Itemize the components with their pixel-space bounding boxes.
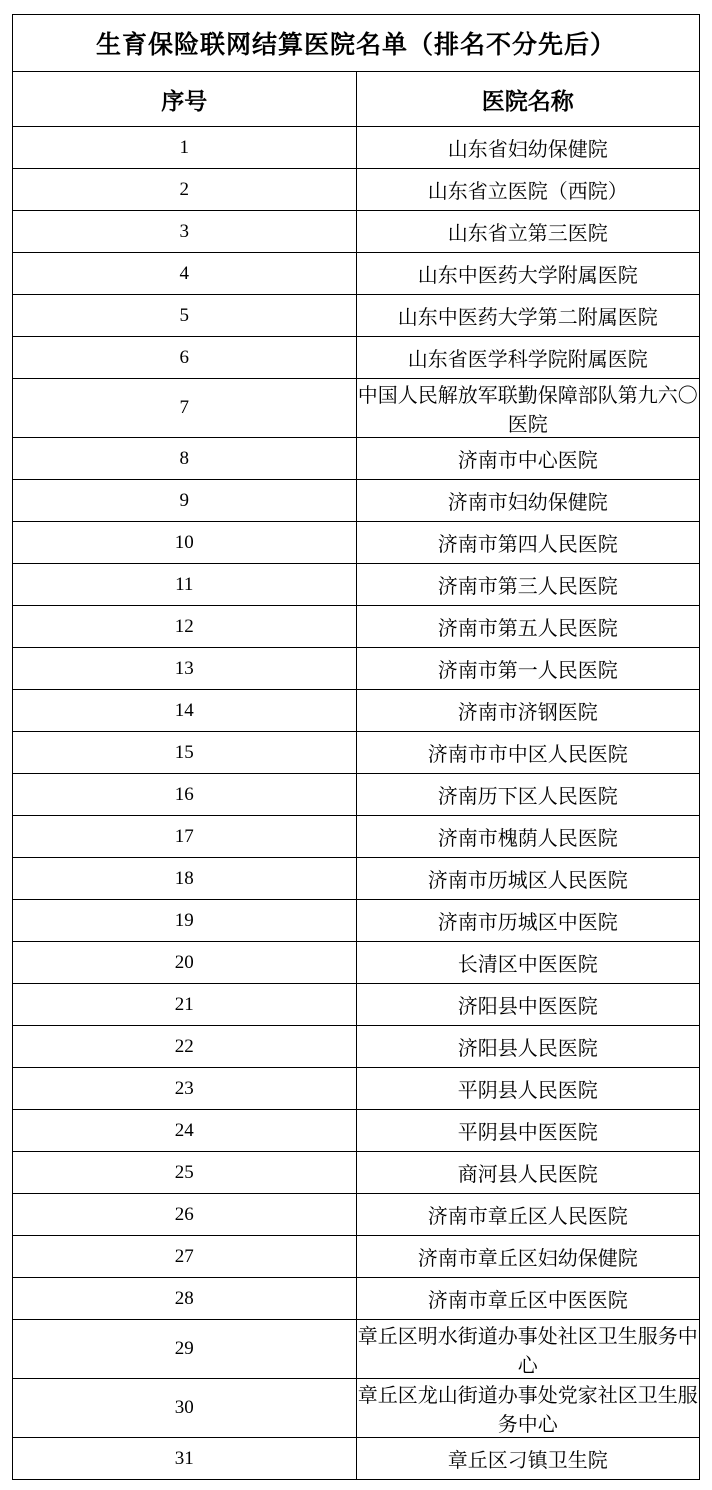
- hospital-name: 济南历下区人民医院: [356, 774, 700, 816]
- row-number: 12: [13, 606, 357, 648]
- table-row: [13, 1278, 700, 1320]
- column-header-no: 序号: [13, 72, 357, 127]
- hospital-name: 济南市历城区中医院: [356, 900, 700, 942]
- table-row: [13, 522, 700, 564]
- hospital-name: 济南市章丘区中医医院: [356, 1278, 700, 1320]
- table-row: [13, 253, 700, 295]
- row-number: 20: [13, 942, 357, 984]
- row-number: 24: [13, 1110, 357, 1152]
- hospital-name: 济南市济钢医院: [356, 690, 700, 732]
- hospital-name: 济南市第五人民医院: [356, 606, 700, 648]
- table-row: [13, 564, 700, 606]
- hospital-name: 济南市第一人民医院: [356, 648, 700, 690]
- hospital-name: 长清区中医医院: [356, 942, 700, 984]
- hospital-name: 中国人民解放军联勤保障部队第九六〇医院: [356, 379, 700, 438]
- hospital-name: 章丘区龙山街道办事处党家社区卫生服务中心: [356, 1379, 700, 1438]
- row-number: 14: [13, 690, 357, 732]
- hospital-name: 章丘区刁镇卫生院: [356, 1438, 700, 1480]
- table-row: [13, 1236, 700, 1278]
- row-number: 19: [13, 900, 357, 942]
- table-row: [13, 942, 700, 984]
- table-row: [13, 858, 700, 900]
- row-number: 18: [13, 858, 357, 900]
- table-row: [13, 1152, 700, 1194]
- table-row: [13, 169, 700, 211]
- hospital-name: 平阴县中医医院: [356, 1110, 700, 1152]
- table-row: [13, 732, 700, 774]
- row-number: 5: [13, 295, 357, 337]
- row-number: 3: [13, 211, 357, 253]
- hospital-list-table: [12, 14, 700, 1480]
- hospital-name: 商河县人民医院: [356, 1152, 700, 1194]
- row-number: 23: [13, 1068, 357, 1110]
- hospital-name: 济阳县人民医院: [356, 1026, 700, 1068]
- hospital-name: 济南市槐荫人民医院: [356, 816, 700, 858]
- hospital-name: 济南市妇幼保健院: [356, 480, 700, 522]
- table-row: [13, 1320, 700, 1379]
- table-row: [13, 606, 700, 648]
- table-row: [13, 480, 700, 522]
- hospital-name: 山东省妇幼保健院: [356, 127, 700, 169]
- table-row: [13, 1068, 700, 1110]
- row-number: 2: [13, 169, 357, 211]
- page-title: 生育保险联网结算医院名单（排名不分先后）: [13, 15, 700, 72]
- row-number: 11: [13, 564, 357, 606]
- table-row: [13, 1194, 700, 1236]
- title-row: [13, 15, 700, 72]
- table-row: [13, 648, 700, 690]
- header-row: [13, 72, 700, 127]
- row-number: 22: [13, 1026, 357, 1068]
- row-number: 15: [13, 732, 357, 774]
- row-number: 26: [13, 1194, 357, 1236]
- row-number: 6: [13, 337, 357, 379]
- row-number: 27: [13, 1236, 357, 1278]
- table-row: [13, 337, 700, 379]
- hospital-name: 章丘区明水街道办事处社区卫生服务中心: [356, 1320, 700, 1379]
- table-row: [13, 1379, 700, 1438]
- column-header-name: 医院名称: [356, 72, 700, 127]
- row-number: 13: [13, 648, 357, 690]
- table-row: [13, 438, 700, 480]
- row-number: 7: [13, 379, 357, 438]
- row-number: 29: [13, 1320, 357, 1379]
- table-body: [13, 15, 700, 1480]
- hospital-name: 山东中医药大学第二附属医院: [356, 295, 700, 337]
- hospital-name: 济南市第四人民医院: [356, 522, 700, 564]
- row-number: 30: [13, 1379, 357, 1438]
- hospital-name: 山东中医药大学附属医院: [356, 253, 700, 295]
- hospital-name: 山东省立医院（西院）: [356, 169, 700, 211]
- table-row: [13, 211, 700, 253]
- hospital-name: 山东省医学科学院附属医院: [356, 337, 700, 379]
- hospital-name: 济南市章丘区妇幼保健院: [356, 1236, 700, 1278]
- table-row: [13, 295, 700, 337]
- hospital-name: 济南市中心医院: [356, 438, 700, 480]
- row-number: 21: [13, 984, 357, 1026]
- table-row: [13, 816, 700, 858]
- hospital-name: 济南市第三人民医院: [356, 564, 700, 606]
- hospital-name: 济南市历城区人民医院: [356, 858, 700, 900]
- hospital-name: 济阳县中医医院: [356, 984, 700, 1026]
- row-number: 31: [13, 1438, 357, 1480]
- row-number: 16: [13, 774, 357, 816]
- row-number: 25: [13, 1152, 357, 1194]
- row-number: 4: [13, 253, 357, 295]
- hospital-name: 济南市市中区人民医院: [356, 732, 700, 774]
- table-row: [13, 984, 700, 1026]
- row-number: 8: [13, 438, 357, 480]
- table-row: [13, 127, 700, 169]
- row-number: 9: [13, 480, 357, 522]
- table-row: [13, 690, 700, 732]
- table-row: [13, 1026, 700, 1068]
- table-row: [13, 1110, 700, 1152]
- hospital-name: 山东省立第三医院: [356, 211, 700, 253]
- hospital-name: 平阴县人民医院: [356, 1068, 700, 1110]
- row-number: 1: [13, 127, 357, 169]
- table-row: [13, 774, 700, 816]
- table-row: [13, 379, 700, 438]
- row-number: 10: [13, 522, 357, 564]
- row-number: 17: [13, 816, 357, 858]
- row-number: 28: [13, 1278, 357, 1320]
- hospital-name: 济南市章丘区人民医院: [356, 1194, 700, 1236]
- table-row: [13, 900, 700, 942]
